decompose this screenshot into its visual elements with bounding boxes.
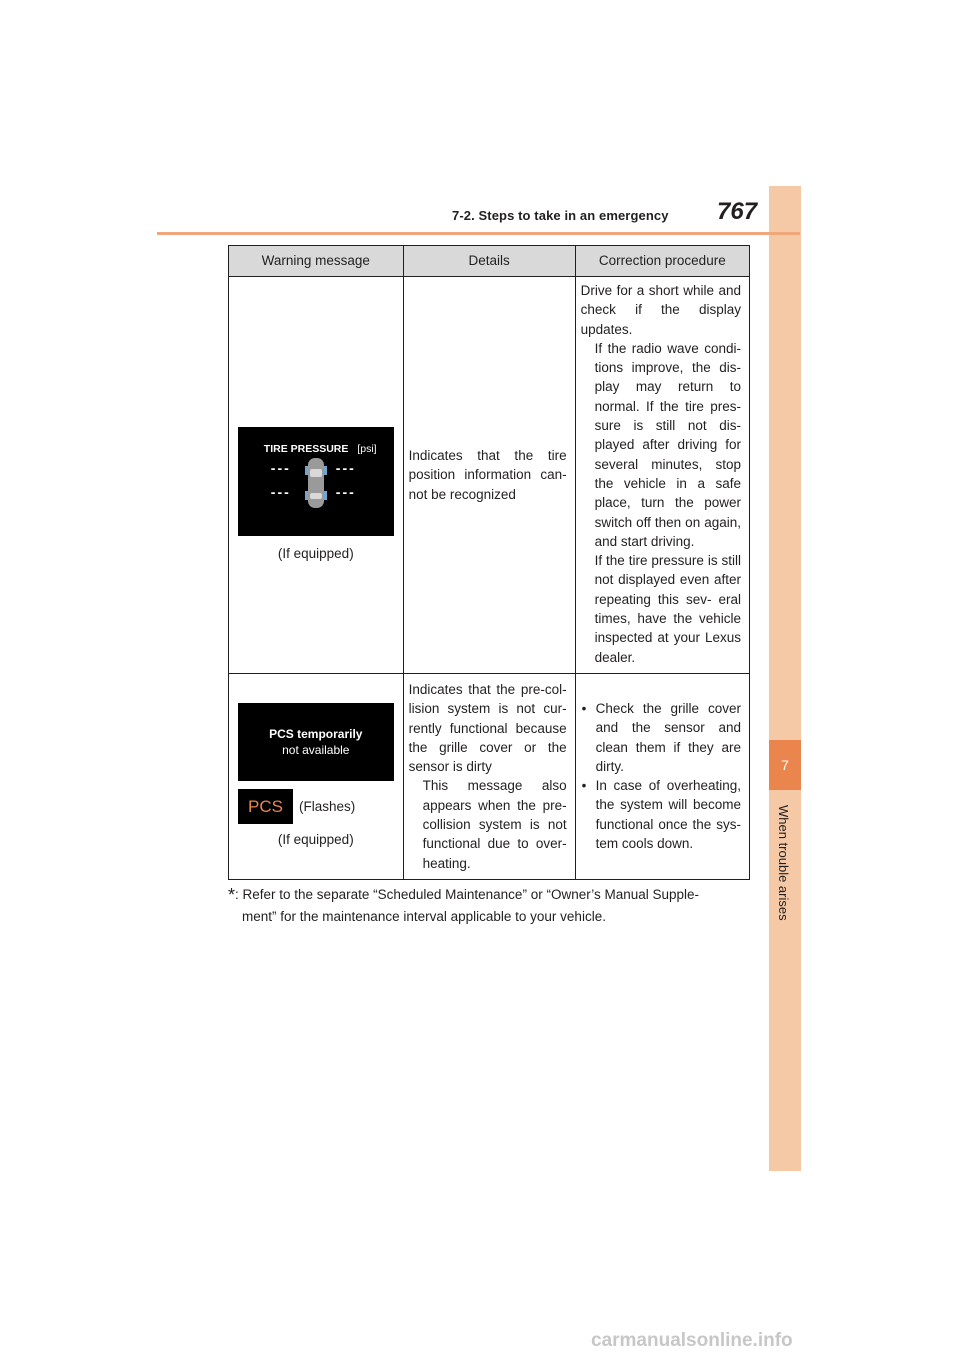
tire-value-rear-right: --- — [335, 483, 356, 500]
tire-value-front-left: --- — [270, 459, 291, 476]
watermark: carmanualsonline.info — [591, 1330, 793, 1351]
list-item: • Check the grille cover and the sensor and clean them if they are dirty. — [581, 699, 741, 776]
warning-message-cell — [229, 674, 404, 880]
page-number: 767 — [717, 198, 758, 225]
warning-message-cell — [229, 277, 404, 674]
details-text: Indicates that the tire position information can- not be recognized — [408, 448, 567, 502]
chapter-number: 7 — [769, 740, 801, 790]
correction-paragraph: If the radio wave condi- tions improve, the dis- play may return to normal. If the tire pres- sure is still not dis- played after driving for several minutes, stop the vehicle in a safe place, turn the power switch off then on again, and start driving. — [594, 340, 741, 549]
header-correction-procedure: Correction procedure — [575, 246, 749, 277]
chapter-title: When trouble arises — [776, 805, 791, 921]
tire-pressure-screen — [238, 427, 394, 536]
footnote-mark: * — [228, 885, 236, 905]
chapter-side-tab — [769, 186, 801, 1171]
table-header-row — [229, 246, 750, 277]
flashes-note: (Flashes) — [299, 799, 356, 815]
tire-value-rear-left: --- — [270, 483, 291, 500]
details-text: Indicates that the pre-col- lision system is not cur- rently functional because the grille cover or the sensor is dirty — [408, 682, 567, 775]
car-top-view-icon — [305, 457, 327, 509]
pcs-warning-icon: PCS — [238, 789, 293, 824]
table-row — [229, 674, 750, 880]
footnote-text: : Refer to the separate “Scheduled Maintenance” or “Owner’s Manual Supple- — [235, 887, 700, 902]
correction-cell — [575, 674, 749, 880]
header-rule — [157, 232, 800, 235]
if-equipped-caption: (If equipped) — [277, 832, 354, 848]
correction-intro: Drive for a short while and check if the display updates. — [580, 283, 741, 337]
tire-value-front-right: --- — [335, 459, 356, 476]
table-row — [229, 277, 750, 674]
footnote-text-continued: ment” for the maintenance interval applicable to your vehicle. — [242, 909, 606, 924]
list-item: • In case of overheating, the system will become functional once the sys- tem cools down. — [581, 776, 741, 853]
details-cell — [403, 277, 575, 674]
correction-paragraph: If the tire pressure is still not displayed even after repeating this sev- eral times, have the vehicle inspected at your Lexus dealer. — [594, 553, 741, 665]
correction-cell — [575, 277, 749, 674]
tire-pressure-title: TIRE PRESSURE [psi] — [263, 442, 377, 455]
section-title: 7-2. Steps to take in an emergency — [452, 208, 669, 223]
footnote — [228, 884, 746, 927]
header-details: Details — [403, 246, 575, 277]
warning-message-table — [228, 245, 750, 880]
pcs-screen — [238, 703, 394, 781]
details-cell — [403, 674, 575, 880]
pcs-indicator-row — [238, 789, 403, 824]
pcs-screen-line1: PCS temporarily — [269, 727, 363, 742]
correction-list — [581, 699, 741, 853]
tire-pressure-unit: [psi] — [357, 442, 377, 455]
pcs-screen-line2: not available — [282, 743, 350, 758]
header-warning-message: Warning message — [229, 246, 404, 277]
if-equipped-caption: (If equipped) — [277, 545, 354, 561]
details-note: This message also appears when the pre- collision system is not functional due to over- heating. — [422, 778, 567, 871]
